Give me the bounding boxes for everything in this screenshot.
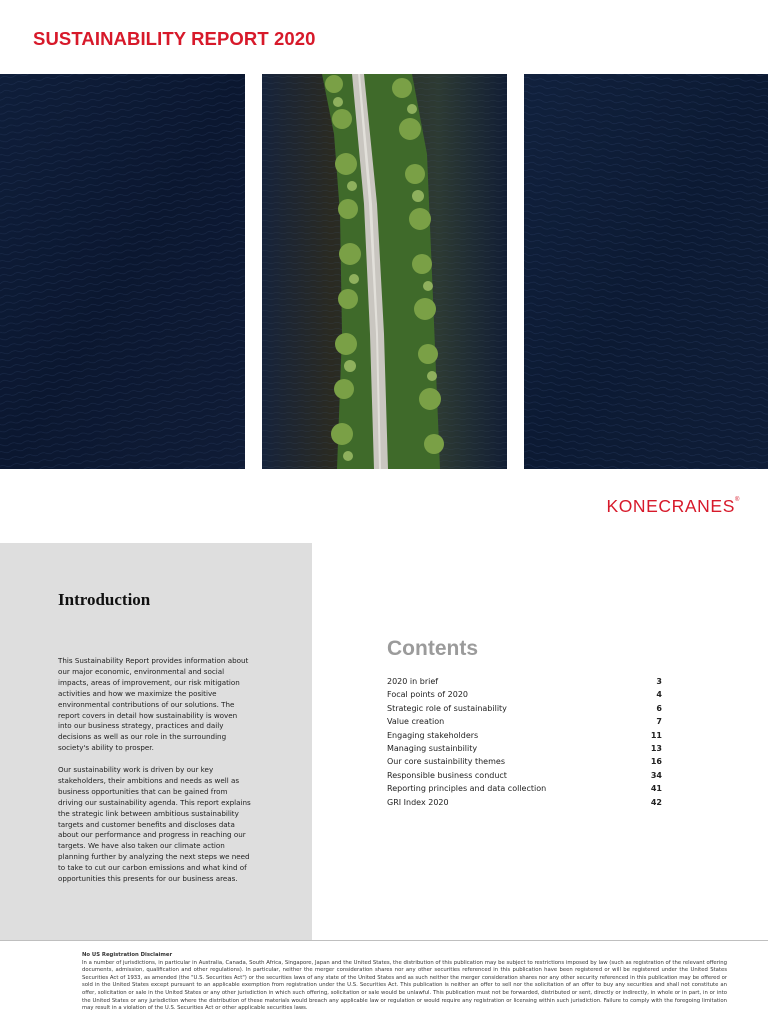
toc-item-page: 16 [650,757,662,767]
toc-item-label: Our core sustainbility themes [387,757,505,767]
toc-item-label: 2020 in brief [387,677,439,686]
water-photo-right [524,74,768,469]
toc-item[interactable] [387,769,662,782]
disclaimer [82,952,727,1013]
disclaimer-title: No US Registration Disclaimer [82,952,173,958]
contents-heading: Contents [387,637,478,660]
logo-registered-mark: ® [734,497,740,503]
water-photo-left [0,74,245,469]
disclaimer-text: In a number of jurisdictions, in particular in Australia, Canada, South Africa, Singapore, Japan and the United States, the distribution of this publication may be subject to restrictions imposed by law (such as registration of the relevant offering documents, admission, qualification and other regulations). In particular, neither the merger consideration shares nor any other securities referenced in this publication have been registered or will be registered under the United States Securities Act of 1933, as amended (the "U.S. Securities Act") or the securities laws of any state of the United States and as such neither the merger consideration shares nor any other security referenced in this publication may be offered or sold in the United States except pursuant to an applicable exemption from registration under the U.S. Securities Act. This publication is neither an offer to sell nor the solicitation of an offer to buy any securities and shall not constitute an offer, solicitation or sale in the United States or any other jurisdiction in which such offering, solicitation or sale would be unlawful. This publication must not be forwarded, distributed or sent, directly or indirectly, in whole or in part, in or into the United States or any jurisdiction where the distribution of these materials would breach any applicable law or regulation or would require any registration or licensing within such jurisdiction. Failure to comply with the foregoing limitation may result in a violation of the U.S. Securities Act or other applicable securities laws. [82,959,727,1012]
toc-item[interactable] [387,742,662,755]
toc-item-label: Reporting principles and data collection [387,784,547,794]
toc-item-page: 7 [656,717,662,727]
toc-item-label: Focal points of 2020 [387,690,469,700]
introduction-body [58,656,253,896]
causeway-photo [262,74,507,469]
toc-item[interactable] [387,675,662,688]
toc-item-page: 6 [656,703,662,713]
toc-item-page: 11 [650,730,662,740]
toc-item[interactable] [387,755,662,768]
toc-item-label: GRI Index 2020 [387,797,449,807]
toc-item[interactable] [387,688,662,701]
footer-divider [0,940,768,941]
toc-item[interactable] [387,729,662,742]
toc-item-page: 13 [650,743,662,753]
toc-item-label: Value creation [387,717,445,727]
report-title: SUSTAINABILITY REPORT 2020 [33,28,316,49]
toc-item-page: 42 [650,797,662,807]
table-of-contents [387,675,662,809]
toc-item[interactable] [387,702,662,715]
introduction-heading: Introduction [58,590,151,609]
introduction-paragraph: This Sustainability Report provides information about our major economic, environmental and social impacts, areas of improvement, our risk mitigation activities and how we maximize the positive environmental contributions of our solutions. The report covers in detail how sustainability is woven into our business strategy, practices and daily decisions as well as our role in the surrounding society's ability to prosper. [58,656,249,753]
toc-item[interactable] [387,796,662,809]
toc-item[interactable] [387,782,662,795]
toc-item-label: Responsible business conduct [387,770,507,780]
toc-item[interactable] [387,715,662,728]
toc-item-page: 41 [650,784,662,794]
toc-item-page: 3 [656,677,662,686]
toc-item-label: Strategic role of sustainability [387,703,507,713]
toc-item-label: Engaging stakeholders [387,730,479,740]
toc-item-page: 4 [656,690,662,700]
konecranes-logo [606,496,740,517]
logo-text: KONECRANES [606,496,735,516]
toc-item-label: Managing sustainbility [387,743,478,753]
introduction-paragraph: Our sustainability work is driven by our key stakeholders, their ambitions and needs as well as business opportunities that can be gained from driving our sustainability agenda. This report explains the strategic link between ambitious sustainability targets and customer benefits and discloses data about our performance and progress in reaching our targets. We have also taken our climate action planning further by analyzing the next steps we need to take to cut our carbon emissions and what kind of opportunities this presents for our business areas. [58,765,251,884]
toc-item-page: 34 [650,770,662,780]
